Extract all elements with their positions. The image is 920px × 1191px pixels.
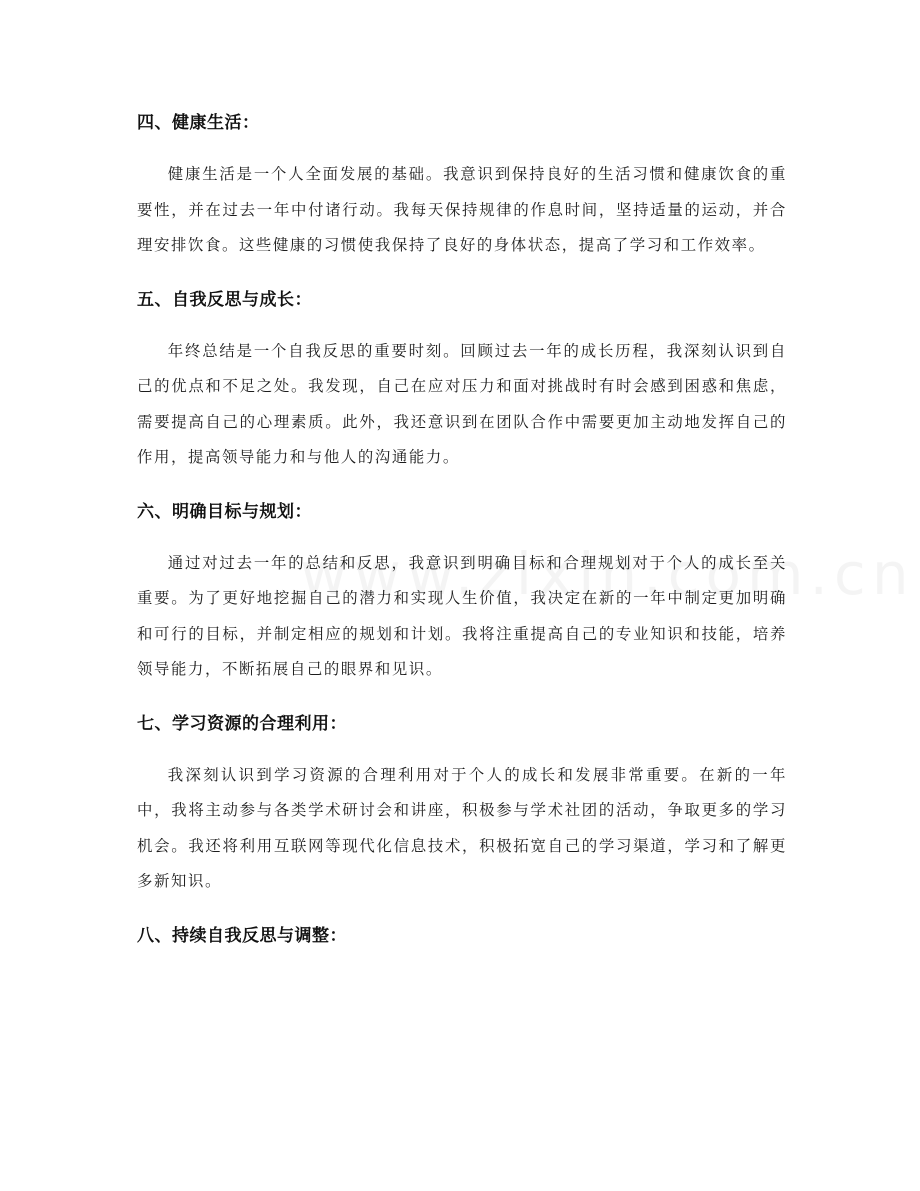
section-paragraph: 年终总结是一个自我反思的重要时刻。回顾过去一年的成长历程，我深刻认识到自己的优点和不足之处。我发现，自己在应对压力和面对挑战时有时会感到困惑和焦虑，需要提高自己的心理素质。此外，我还意识到在团队合作中需要更加主动地发挥自己的作用，提高领导能力和与他人的沟通能力。	[137, 341, 787, 466]
section-continuous-reflection	[137, 921, 787, 951]
section-learning-resources	[137, 709, 787, 900]
section-health	[137, 108, 787, 264]
section-heading: 六、明确目标与规划：	[137, 501, 312, 522]
section-paragraph: 通过对过去一年的总结和反思，我意识到明确目标和合理规划对于个人的成长至关重要。为了更好地挖掘自己的潜力和实现人生价值，我决定在新的一年中制定更加明确和可行的目标，并制定相应的规划和计划。我将注重提高自己的专业知识和技能，培养领导能力，不断拓展自己的眼界和见识。	[137, 553, 787, 678]
section-paragraph: 健康生活是一个人全面发展的基础。我意识到保持良好的生活习惯和健康饮食的重要性，并在过去一年中付诸行动。我每天保持规律的作息时间，坚持适量的运动，并合理安排饮食。这些健康的习惯使我保持了良好的身体状态，提高了学习和工作效率。	[137, 165, 787, 254]
section-goals-planning	[137, 497, 787, 688]
section-heading: 七、学习资源的合理利用：	[137, 713, 347, 734]
section-reflection-growth	[137, 285, 787, 476]
section-heading: 四、健康生活：	[137, 113, 260, 133]
section-heading: 五、自我反思与成长：	[137, 289, 312, 310]
section-paragraph: 我深刻认识到学习资源的合理利用对于个人的成长和发展非常重要。在新的一年中，我将主动参与各类学术研讨会和讲座，积极参与学术社团的活动，争取更多的学习机会。我还将利用互联网等现代化信息技术，积极拓宽自己的学习渠道，学习和了解更多新知识。	[137, 765, 787, 890]
section-heading: 八、持续自我反思与调整：	[137, 925, 347, 946]
document-content	[137, 108, 787, 951]
